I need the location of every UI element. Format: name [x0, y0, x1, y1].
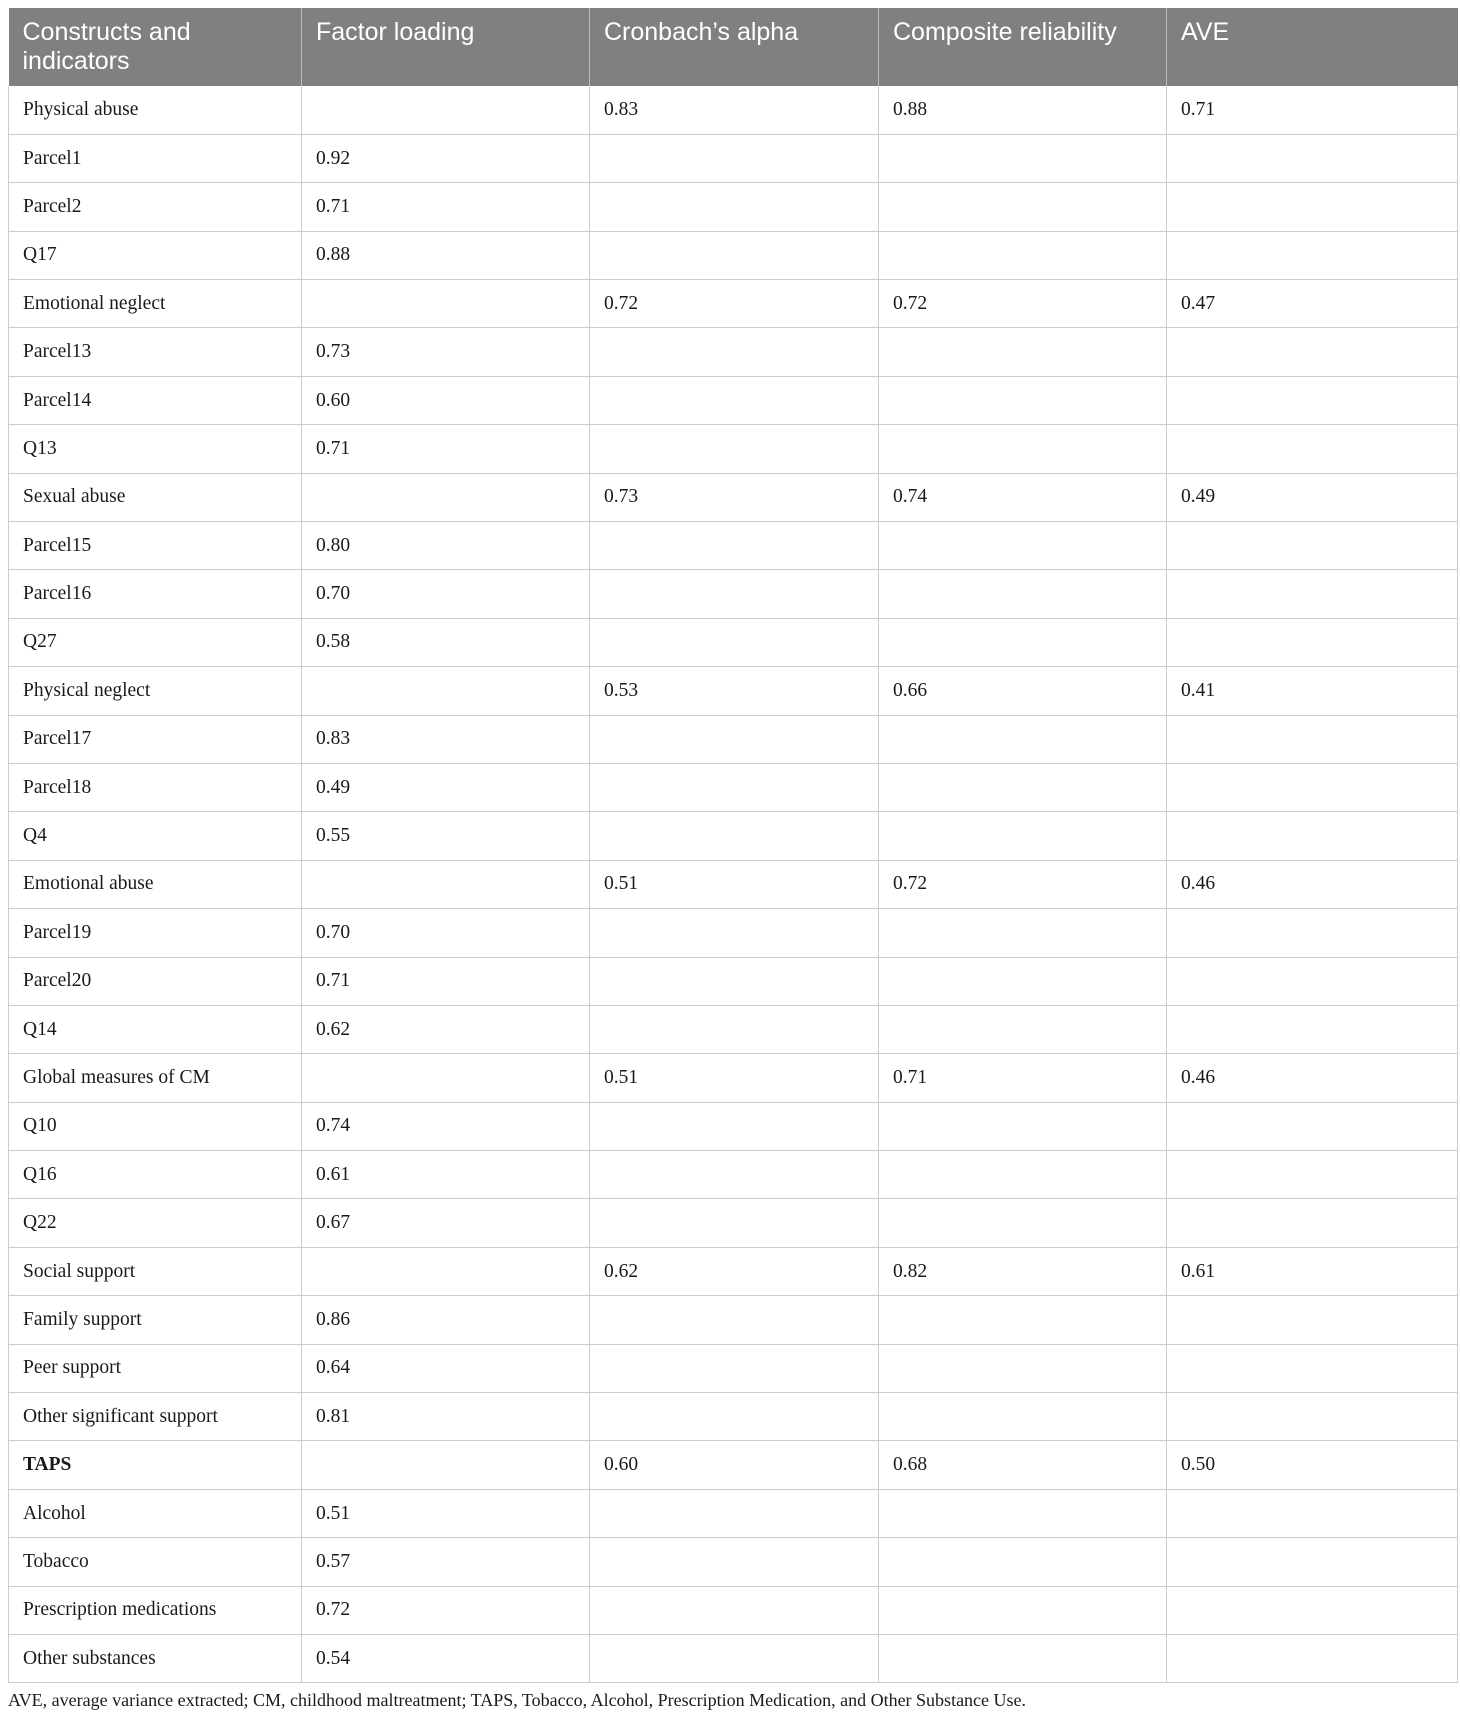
cell-construct: Q22 — [9, 1199, 302, 1247]
cell-construct: Parcel13 — [9, 328, 302, 376]
cell-cronbach-alpha — [590, 715, 879, 763]
cell-composite-reliability: 0.82 — [879, 1247, 1167, 1295]
header-ave: AVE — [1167, 8, 1458, 86]
cell-construct: Alcohol — [9, 1489, 302, 1537]
cell-factor-loading: 0.60 — [302, 376, 590, 424]
cell-composite-reliability — [879, 231, 1167, 279]
cell-construct: Parcel19 — [9, 909, 302, 957]
table-row — [9, 1344, 1458, 1392]
header-composite-reliability: Composite reliability — [879, 8, 1167, 86]
cell-cronbach-alpha — [590, 1538, 879, 1586]
table-row — [9, 280, 1458, 328]
table-row — [9, 231, 1458, 279]
cell-construct: Q10 — [9, 1102, 302, 1150]
header-cronbach-alpha: Cronbach’s alpha — [590, 8, 879, 86]
cell-ave — [1167, 522, 1458, 570]
table-row — [9, 957, 1458, 1005]
cell-composite-reliability: 0.68 — [879, 1441, 1167, 1489]
table-row — [9, 1054, 1458, 1102]
cell-ave — [1167, 715, 1458, 763]
cell-factor-loading: 0.64 — [302, 1344, 590, 1392]
cell-composite-reliability — [879, 715, 1167, 763]
cell-ave — [1167, 1102, 1458, 1150]
cell-composite-reliability — [879, 183, 1167, 231]
cell-ave: 0.46 — [1167, 860, 1458, 908]
cell-composite-reliability — [879, 570, 1167, 618]
cell-ave — [1167, 376, 1458, 424]
cell-cronbach-alpha — [590, 1199, 879, 1247]
cell-composite-reliability — [879, 1199, 1167, 1247]
cell-construct: Physical neglect — [9, 667, 302, 715]
cell-factor-loading: 0.74 — [302, 1102, 590, 1150]
cell-construct: Q4 — [9, 812, 302, 860]
cell-factor-loading — [302, 1247, 590, 1295]
cell-composite-reliability: 0.88 — [879, 86, 1167, 134]
cell-construct: Parcel16 — [9, 570, 302, 618]
table-row — [9, 860, 1458, 908]
cell-factor-loading — [302, 280, 590, 328]
cell-ave: 0.49 — [1167, 473, 1458, 521]
cell-construct: Q14 — [9, 1005, 302, 1053]
cell-cronbach-alpha — [590, 183, 879, 231]
table-row — [9, 909, 1458, 957]
table-row — [9, 1102, 1458, 1150]
cell-construct: Social support — [9, 1247, 302, 1295]
cell-composite-reliability — [879, 957, 1167, 1005]
cell-composite-reliability — [879, 328, 1167, 376]
header-row — [9, 8, 1458, 86]
table-header — [9, 8, 1458, 86]
cell-cronbach-alpha — [590, 1005, 879, 1053]
cell-cronbach-alpha — [590, 376, 879, 424]
cell-ave — [1167, 425, 1458, 473]
cell-cronbach-alpha — [590, 570, 879, 618]
cell-cronbach-alpha — [590, 1586, 879, 1634]
cell-factor-loading: 0.71 — [302, 425, 590, 473]
cell-composite-reliability — [879, 425, 1167, 473]
cell-cronbach-alpha: 0.62 — [590, 1247, 879, 1295]
cell-cronbach-alpha — [590, 134, 879, 182]
cell-construct: Q17 — [9, 231, 302, 279]
cell-ave — [1167, 1538, 1458, 1586]
cell-ave — [1167, 1635, 1458, 1683]
cell-factor-loading: 0.71 — [302, 183, 590, 231]
cell-factor-loading: 0.57 — [302, 1538, 590, 1586]
results-table-container — [8, 8, 1457, 1683]
cell-composite-reliability: 0.66 — [879, 667, 1167, 715]
cell-composite-reliability — [879, 522, 1167, 570]
cell-cronbach-alpha: 0.53 — [590, 667, 879, 715]
table-row — [9, 667, 1458, 715]
cell-composite-reliability — [879, 1586, 1167, 1634]
cell-construct: TAPS — [9, 1441, 302, 1489]
cell-factor-loading: 0.83 — [302, 715, 590, 763]
table-row — [9, 715, 1458, 763]
cell-cronbach-alpha — [590, 522, 879, 570]
cell-ave — [1167, 957, 1458, 1005]
cell-factor-loading — [302, 667, 590, 715]
table-row — [9, 134, 1458, 182]
cell-factor-loading: 0.67 — [302, 1199, 590, 1247]
cell-composite-reliability — [879, 1151, 1167, 1199]
cell-factor-loading — [302, 860, 590, 908]
cell-construct: Parcel17 — [9, 715, 302, 763]
cell-composite-reliability — [879, 1005, 1167, 1053]
cell-factor-loading: 0.72 — [302, 1586, 590, 1634]
cell-cronbach-alpha — [590, 957, 879, 1005]
cell-cronbach-alpha — [590, 812, 879, 860]
cell-composite-reliability: 0.74 — [879, 473, 1167, 521]
cell-construct: Tobacco — [9, 1538, 302, 1586]
cell-factor-loading: 0.51 — [302, 1489, 590, 1537]
table-row — [9, 1296, 1458, 1344]
cell-factor-loading: 0.70 — [302, 570, 590, 618]
cell-factor-loading: 0.81 — [302, 1393, 590, 1441]
table-row — [9, 183, 1458, 231]
table-row — [9, 1538, 1458, 1586]
cell-cronbach-alpha — [590, 328, 879, 376]
cell-construct: Parcel2 — [9, 183, 302, 231]
cell-composite-reliability — [879, 763, 1167, 811]
cell-cronbach-alpha — [590, 1151, 879, 1199]
cell-ave — [1167, 570, 1458, 618]
cell-ave — [1167, 1005, 1458, 1053]
cell-factor-loading: 0.61 — [302, 1151, 590, 1199]
cell-composite-reliability — [879, 1393, 1167, 1441]
cell-ave — [1167, 812, 1458, 860]
cell-construct: Parcel15 — [9, 522, 302, 570]
table-row — [9, 812, 1458, 860]
table-row — [9, 328, 1458, 376]
cell-cronbach-alpha — [590, 1102, 879, 1150]
cell-construct: Q27 — [9, 618, 302, 666]
cell-cronbach-alpha — [590, 618, 879, 666]
table-row — [9, 473, 1458, 521]
cell-cronbach-alpha — [590, 231, 879, 279]
cell-cronbach-alpha — [590, 1489, 879, 1537]
cell-ave — [1167, 618, 1458, 666]
cell-factor-loading: 0.54 — [302, 1635, 590, 1683]
cell-ave — [1167, 1586, 1458, 1634]
cell-construct: Emotional abuse — [9, 860, 302, 908]
table-row — [9, 763, 1458, 811]
cell-composite-reliability — [879, 909, 1167, 957]
cell-factor-loading: 0.92 — [302, 134, 590, 182]
cell-ave — [1167, 1344, 1458, 1392]
cell-construct: Family support — [9, 1296, 302, 1344]
table-row — [9, 522, 1458, 570]
cell-composite-reliability: 0.72 — [879, 860, 1167, 908]
table-row — [9, 1586, 1458, 1634]
cell-construct: Other substances — [9, 1635, 302, 1683]
cell-ave — [1167, 1296, 1458, 1344]
table-footnote: AVE, average variance extracted; CM, childhood maltreatment; TAPS, Tobacco, Alcohol, Prescription Medication, and Other Substance Use. — [8, 1690, 1027, 1710]
cell-ave — [1167, 231, 1458, 279]
cell-ave: 0.41 — [1167, 667, 1458, 715]
cell-construct: Prescription medications — [9, 1586, 302, 1634]
table-row — [9, 1393, 1458, 1441]
cell-construct: Q16 — [9, 1151, 302, 1199]
cell-ave: 0.46 — [1167, 1054, 1458, 1102]
cell-factor-loading: 0.73 — [302, 328, 590, 376]
cell-construct: Sexual abuse — [9, 473, 302, 521]
table-row — [9, 1151, 1458, 1199]
cell-composite-reliability — [879, 618, 1167, 666]
cell-composite-reliability — [879, 1296, 1167, 1344]
cell-construct: Parcel14 — [9, 376, 302, 424]
cell-cronbach-alpha: 0.51 — [590, 860, 879, 908]
table-row — [9, 425, 1458, 473]
table-row — [9, 618, 1458, 666]
cell-composite-reliability — [879, 812, 1167, 860]
header-factor-loading: Factor loading — [302, 8, 590, 86]
cell-ave — [1167, 1489, 1458, 1537]
reliability-table — [8, 8, 1458, 1683]
cell-ave: 0.71 — [1167, 86, 1458, 134]
cell-factor-loading — [302, 1054, 590, 1102]
cell-factor-loading — [302, 473, 590, 521]
cell-ave — [1167, 1393, 1458, 1441]
table-row — [9, 570, 1458, 618]
cell-factor-loading: 0.55 — [302, 812, 590, 860]
cell-factor-loading: 0.71 — [302, 957, 590, 1005]
cell-ave — [1167, 183, 1458, 231]
cell-ave — [1167, 1151, 1458, 1199]
cell-cronbach-alpha — [590, 1635, 879, 1683]
cell-construct: Global measures of CM — [9, 1054, 302, 1102]
cell-construct: Other significant support — [9, 1393, 302, 1441]
table-row — [9, 1247, 1458, 1295]
cell-ave — [1167, 909, 1458, 957]
table-row — [9, 376, 1458, 424]
cell-construct: Emotional neglect — [9, 280, 302, 328]
table-body — [9, 86, 1458, 1683]
cell-ave — [1167, 1199, 1458, 1247]
cell-cronbach-alpha — [590, 1393, 879, 1441]
cell-ave: 0.50 — [1167, 1441, 1458, 1489]
cell-cronbach-alpha: 0.51 — [590, 1054, 879, 1102]
cell-cronbach-alpha: 0.72 — [590, 280, 879, 328]
cell-factor-loading: 0.62 — [302, 1005, 590, 1053]
cell-composite-reliability: 0.71 — [879, 1054, 1167, 1102]
cell-cronbach-alpha: 0.73 — [590, 473, 879, 521]
cell-composite-reliability — [879, 1489, 1167, 1537]
cell-composite-reliability — [879, 134, 1167, 182]
cell-construct: Physical abuse — [9, 86, 302, 134]
cell-ave: 0.47 — [1167, 280, 1458, 328]
table-row — [9, 1005, 1458, 1053]
cell-cronbach-alpha — [590, 763, 879, 811]
cell-factor-loading: 0.88 — [302, 231, 590, 279]
cell-composite-reliability: 0.72 — [879, 280, 1167, 328]
cell-composite-reliability — [879, 1102, 1167, 1150]
cell-ave — [1167, 763, 1458, 811]
header-constructs: Constructs and indicators — [9, 8, 302, 86]
cell-construct: Peer support — [9, 1344, 302, 1392]
table-row — [9, 1489, 1458, 1537]
cell-composite-reliability — [879, 1635, 1167, 1683]
cell-ave — [1167, 328, 1458, 376]
cell-cronbach-alpha — [590, 1296, 879, 1344]
cell-factor-loading: 0.86 — [302, 1296, 590, 1344]
cell-factor-loading: 0.70 — [302, 909, 590, 957]
cell-ave — [1167, 134, 1458, 182]
cell-composite-reliability — [879, 1344, 1167, 1392]
cell-composite-reliability — [879, 1538, 1167, 1586]
table-row — [9, 1635, 1458, 1683]
cell-construct: Parcel18 — [9, 763, 302, 811]
cell-construct: Parcel20 — [9, 957, 302, 1005]
cell-factor-loading: 0.80 — [302, 522, 590, 570]
cell-factor-loading: 0.58 — [302, 618, 590, 666]
cell-composite-reliability — [879, 376, 1167, 424]
cell-factor-loading — [302, 86, 590, 134]
cell-factor-loading — [302, 1441, 590, 1489]
cell-cronbach-alpha — [590, 1344, 879, 1392]
cell-construct: Parcel1 — [9, 134, 302, 182]
cell-factor-loading: 0.49 — [302, 763, 590, 811]
cell-cronbach-alpha — [590, 425, 879, 473]
cell-cronbach-alpha — [590, 909, 879, 957]
cell-cronbach-alpha: 0.83 — [590, 86, 879, 134]
cell-ave: 0.61 — [1167, 1247, 1458, 1295]
cell-construct: Q13 — [9, 425, 302, 473]
table-row — [9, 1199, 1458, 1247]
cell-cronbach-alpha: 0.60 — [590, 1441, 879, 1489]
table-row — [9, 1441, 1458, 1489]
table-row — [9, 86, 1458, 134]
